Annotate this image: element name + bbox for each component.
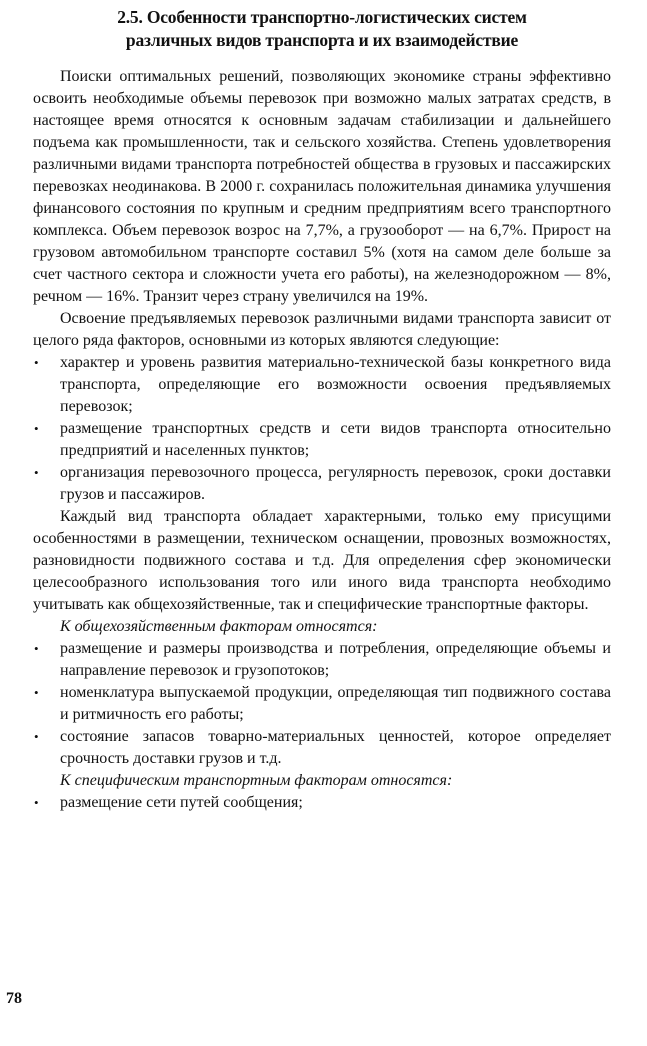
section-heading-line-1: 2.5. Особенности транспортно-логистических систем bbox=[117, 7, 527, 27]
specific-factors-intro: К специфическим транспортным факторам относятся: bbox=[60, 772, 453, 789]
list-item-text: размещение сети путей сообщения; bbox=[60, 794, 303, 811]
bullet-icon: • bbox=[34, 795, 39, 810]
list-item bbox=[33, 418, 611, 462]
bullet-icon: • bbox=[34, 355, 39, 370]
bullet-icon: • bbox=[34, 641, 39, 656]
list-item-text: размещение и размеры производства и потребления, определяющие объемы и направление перевозок и грузопотоков; bbox=[60, 640, 611, 679]
list-item bbox=[33, 352, 611, 418]
list-item-text: номенклатура выпускаемой продукции, определяющая тип подвижного состава и ритмичность его работы; bbox=[60, 684, 611, 723]
general-factors-intro: К общехозяйственным факторам относятся: bbox=[60, 618, 378, 635]
list-item-text: характер и уровень развития материально-технической базы конкретного вида транспорта, определяющие его возможности освоения предъявляемых перевозок; bbox=[60, 354, 611, 415]
bullet-icon: • bbox=[34, 465, 39, 480]
paragraph-intro: Поиски оптимальных решений, позволяющих экономике страны эффективно освоить необходимые объемы перевозок при возможно малых затратах средств, в настоящее время относятся к основным задачам стабилизации и дальнейшего подъема как промышленности, так и сельского хозяйства. Степень удовлетворения различными видами транспорта потребностей общества в грузовых и пассажирских перевозках неодинакова. В 2000 г. сохранилась положительная динамика улучшения финансового состояния по крупным и средним предприятиям всего транспортного комплекса. Объем перевозок возрос на 7,7%, а грузооборот — на 6,7%. Прирост на грузовом автомобильном транспорте составил 5% (хотя на самом деле больше за счет частного сектора и сложности учета его работы), на железнодорожном — 8%, речном — 16%. Транзит через страну увеличился на 19%. bbox=[33, 68, 611, 305]
paragraph-transport-features: Каждый вид транспорта обладает характерными, только ему присущими особенностями в размещении, техническом оснащении, провозных возможностях, разновидности подвижного состава и т.д. Для определения сфер экономически целесообразного использования того или иного вида транспорта необходимо учитывать как общехозяйственные, так и специфические транспортные факторы. bbox=[33, 508, 611, 613]
list-item bbox=[33, 682, 611, 726]
list-item bbox=[33, 726, 611, 770]
page-number: 78 bbox=[6, 990, 22, 1007]
paragraph-factors: Освоение предъявляемых перевозок различными видами транспорта зависит от целого ряда факторов, основными из которых являются следующие: bbox=[33, 310, 611, 349]
section-heading-line-2: различных видов транспорта и их взаимодействие bbox=[125, 30, 519, 50]
bullet-icon: • bbox=[34, 685, 39, 700]
list-item bbox=[33, 462, 611, 506]
bullet-icon: • bbox=[34, 421, 39, 436]
bullet-icon: • bbox=[34, 729, 39, 744]
list-item-text: состояние запасов товарно-материальных ценностей, которое определяет срочность доставки грузов и т.д. bbox=[60, 728, 611, 767]
factors-list bbox=[33, 352, 611, 506]
list-item-text: организация перевозочного процесса, регулярность перевозок, сроки доставки грузов и пассажиров. bbox=[60, 464, 611, 503]
general-factors-list bbox=[33, 638, 611, 770]
list-item bbox=[33, 638, 611, 682]
section-heading bbox=[33, 6, 611, 52]
specific-factors-list bbox=[33, 792, 611, 814]
list-item bbox=[33, 792, 611, 814]
list-item-text: размещение транспортных средств и сети видов транспорта относительно предприятий и населенных пунктов; bbox=[60, 420, 611, 459]
